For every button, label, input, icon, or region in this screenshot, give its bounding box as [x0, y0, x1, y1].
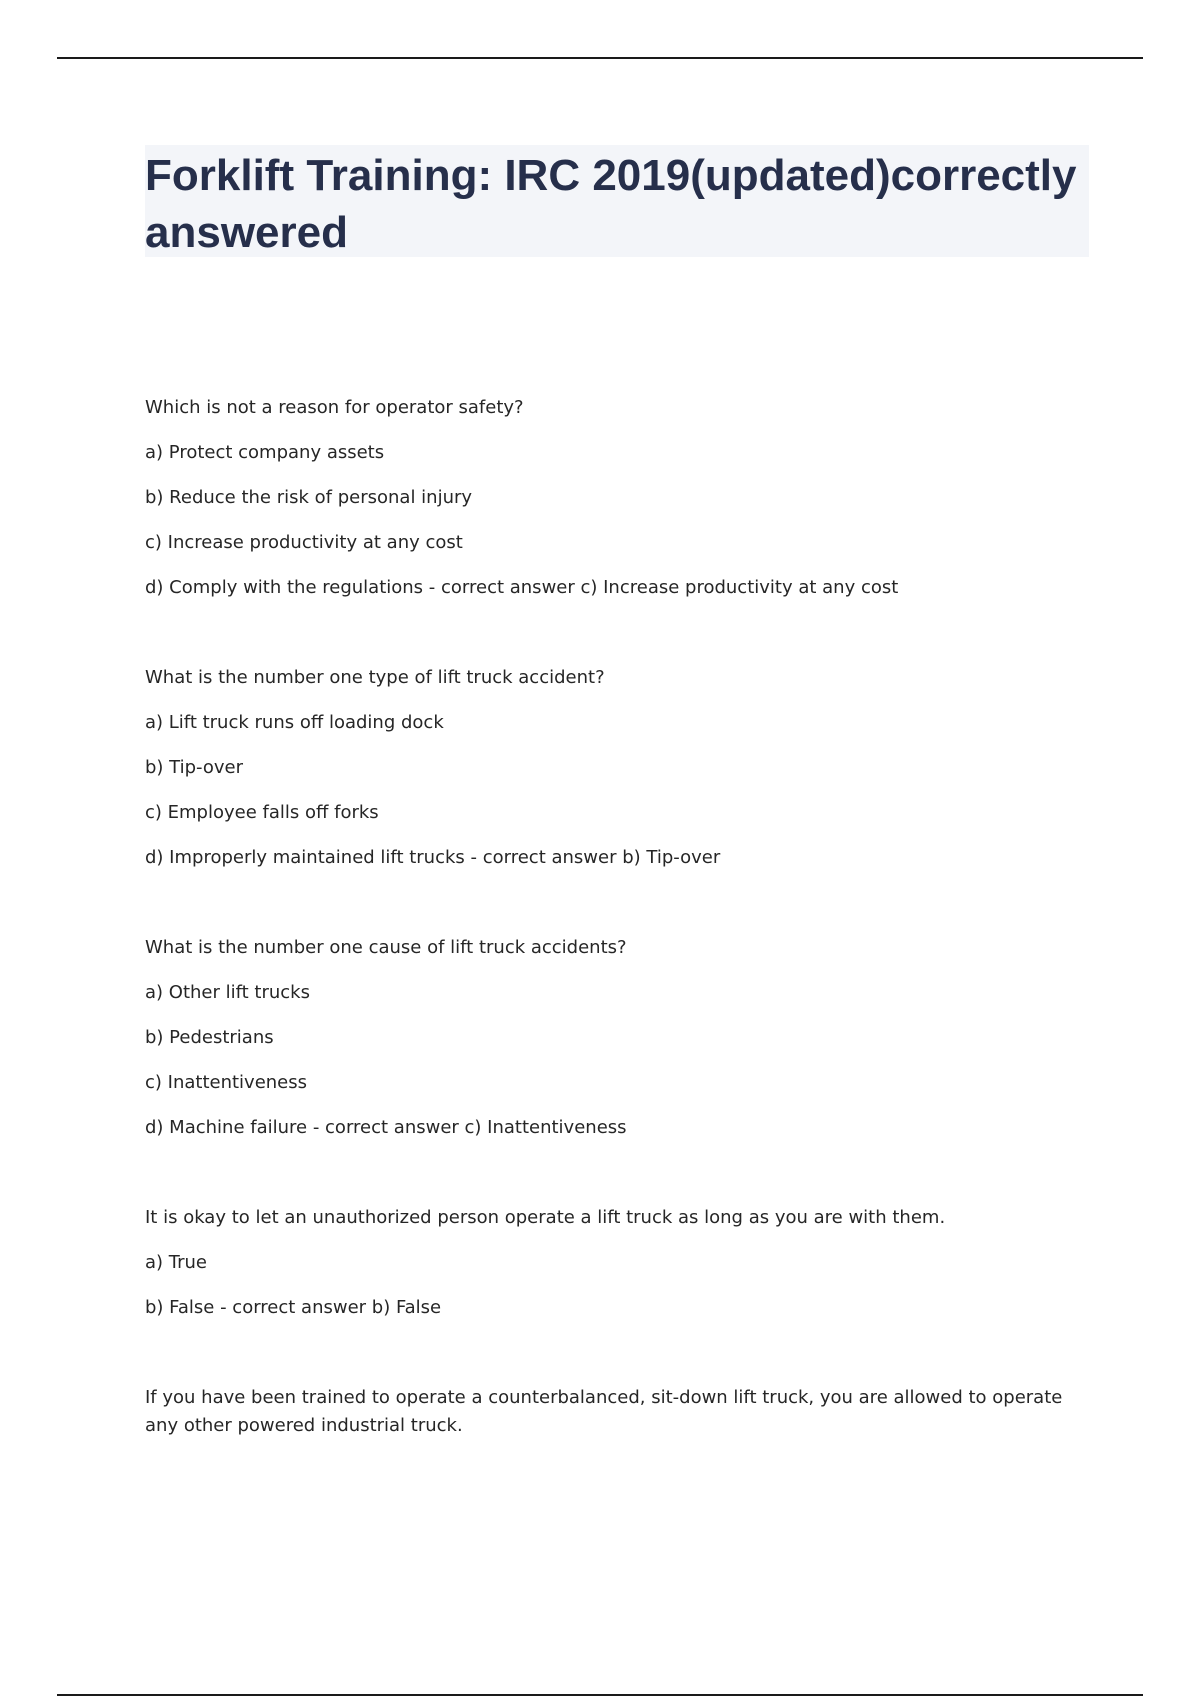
answer-option: b) Tip-over: [145, 757, 244, 778]
question-text: If you have been trained to operate a counterbalanced, sit-down lift truck, you are allowed to operate any other powered industrial truck.: [145, 1387, 1063, 1436]
answer-option: b) Reduce the risk of personal injury: [145, 487, 473, 508]
question-block: [145, 394, 1075, 602]
question-block: [145, 1204, 1075, 1322]
answer-option: b) Pedestrians: [145, 1027, 274, 1048]
answer-option: a) Lift truck runs off loading dock: [145, 712, 444, 733]
question-text: Which is not a reason for operator safety?: [145, 397, 524, 418]
top-rule: [57, 57, 1143, 59]
answer-option: a) True: [145, 1252, 208, 1273]
question-list: [145, 394, 1075, 1440]
question-block: [145, 934, 1075, 1142]
document-title: Forklift Training: IRC 2019(updated)correctly answered: [145, 151, 1077, 257]
question-spacer: [145, 602, 1075, 664]
question-spacer: [145, 872, 1075, 934]
question-block: [145, 664, 1075, 872]
question-text: What is the number one type of lift truck accident?: [145, 667, 605, 688]
answer-option: b) False - correct answer b) False: [145, 1297, 442, 1318]
answer-option: a) Protect company assets: [145, 442, 385, 463]
question-spacer: [145, 1322, 1075, 1384]
question-spacer: [145, 1142, 1075, 1204]
answer-option: c) Employee falls off forks: [145, 802, 379, 823]
answer-option: a) Other lift trucks: [145, 982, 310, 1003]
question-block: [145, 1384, 1075, 1440]
answer-option: d) Comply with the regulations - correct answer c) Increase productivity at any cost: [145, 577, 899, 598]
answer-option: d) Machine failure - correct answer c) Inattentiveness: [145, 1117, 627, 1138]
answer-option: c) Increase productivity at any cost: [145, 532, 463, 553]
question-text: It is okay to let an unauthorized person operate a lift truck as long as you are with them.: [145, 1207, 946, 1228]
question-text: What is the number one cause of lift truck accidents?: [145, 937, 627, 958]
answer-option: d) Improperly maintained lift trucks - correct answer b) Tip-over: [145, 847, 721, 868]
answer-option: c) Inattentiveness: [145, 1072, 308, 1093]
bottom-rule: [57, 1694, 1143, 1696]
